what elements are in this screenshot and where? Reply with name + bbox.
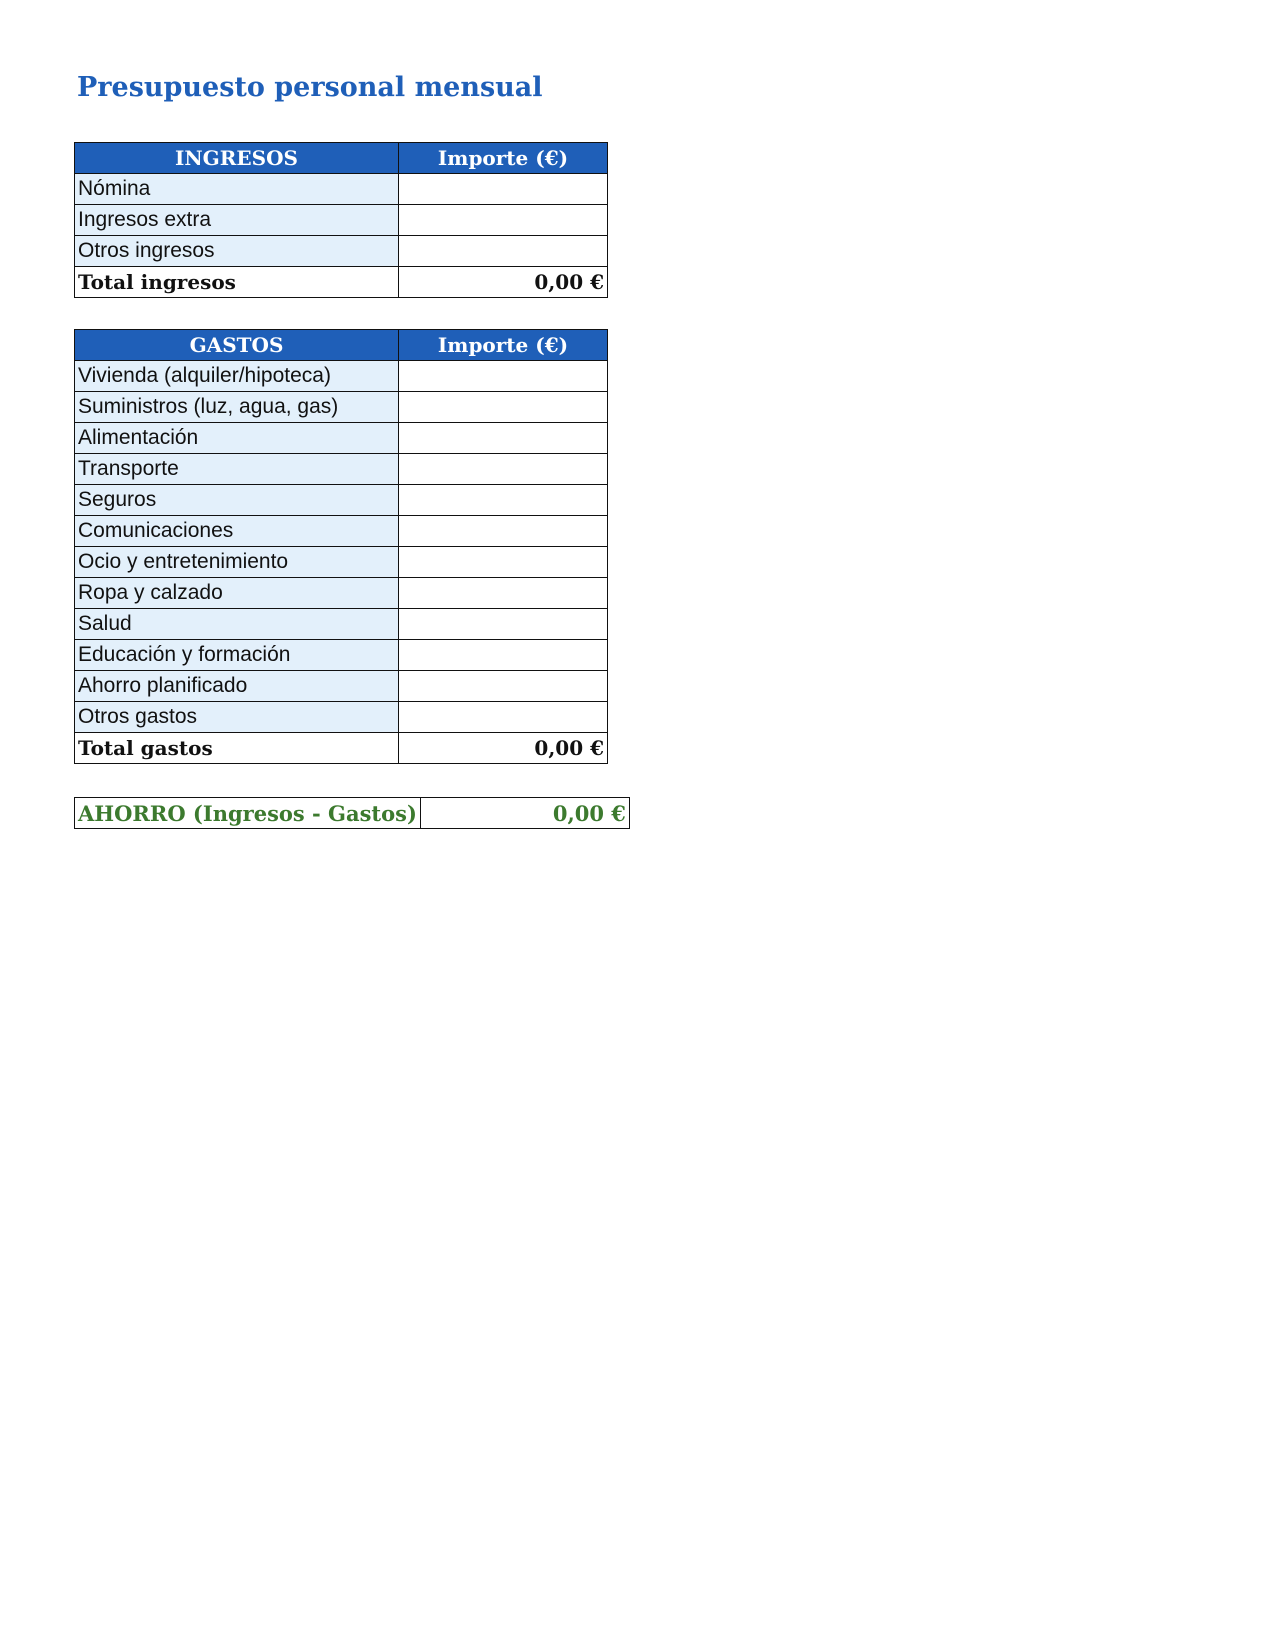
- income-total-label[interactable]: Total ingresos: [75, 267, 399, 298]
- income-item-amount[interactable]: [399, 174, 608, 205]
- expense-row: [75, 640, 608, 671]
- income-item-label[interactable]: Nómina: [75, 174, 399, 205]
- expense-item-amount[interactable]: [399, 609, 608, 640]
- income-item-label[interactable]: Otros ingresos: [75, 236, 399, 267]
- expense-item-label[interactable]: Vivienda (alquiler/hipoteca): [75, 361, 399, 392]
- expense-item-label[interactable]: Ahorro planificado: [75, 671, 399, 702]
- income-row: [75, 205, 608, 236]
- expense-item-amount[interactable]: [399, 485, 608, 516]
- expenses-header-row: [75, 330, 608, 361]
- expense-item-label[interactable]: Comunicaciones: [75, 516, 399, 547]
- expense-row: [75, 609, 608, 640]
- income-header-amount: Importe (€): [399, 143, 608, 174]
- expense-item-amount[interactable]: [399, 516, 608, 547]
- income-total-amount[interactable]: 0,00 €: [399, 267, 608, 298]
- page-title: Presupuesto personal mensual: [77, 72, 543, 103]
- expenses-total-amount[interactable]: 0,00 €: [399, 733, 608, 764]
- expense-item-label[interactable]: Otros gastos: [75, 702, 399, 733]
- expenses-total-row: [75, 733, 608, 764]
- income-row: [75, 236, 608, 267]
- expense-item-amount[interactable]: [399, 640, 608, 671]
- expense-row: [75, 578, 608, 609]
- expense-item-label[interactable]: Ropa y calzado: [75, 578, 399, 609]
- income-item-label[interactable]: Ingresos extra: [75, 205, 399, 236]
- expense-row: [75, 702, 608, 733]
- expense-item-amount[interactable]: [399, 361, 608, 392]
- expense-item-label[interactable]: Alimentación: [75, 423, 399, 454]
- savings-row: [75, 798, 630, 829]
- savings-amount[interactable]: 0,00 €: [420, 798, 629, 829]
- income-row: [75, 174, 608, 205]
- expense-row: [75, 361, 608, 392]
- expense-row: [75, 454, 608, 485]
- savings-table: [74, 797, 630, 829]
- expense-item-amount[interactable]: [399, 671, 608, 702]
- expense-item-label[interactable]: Educación y formación: [75, 640, 399, 671]
- expense-row: [75, 392, 608, 423]
- expense-item-label[interactable]: Transporte: [75, 454, 399, 485]
- expense-row: [75, 423, 608, 454]
- expenses-header-amount: Importe (€): [399, 330, 608, 361]
- income-total-row: [75, 267, 608, 298]
- income-header-label: INGRESOS: [75, 143, 399, 174]
- income-item-amount[interactable]: [399, 236, 608, 267]
- expense-item-amount[interactable]: [399, 578, 608, 609]
- expense-item-amount[interactable]: [399, 423, 608, 454]
- expense-item-amount[interactable]: [399, 702, 608, 733]
- expense-item-label[interactable]: Suministros (luz, agua, gas): [75, 392, 399, 423]
- expense-item-label[interactable]: Ocio y entretenimiento: [75, 547, 399, 578]
- expenses-total-label[interactable]: Total gastos: [75, 733, 399, 764]
- income-header-row: [75, 143, 608, 174]
- expense-row: [75, 485, 608, 516]
- expenses-table: [74, 329, 608, 764]
- income-table: [74, 142, 608, 298]
- expense-row: [75, 547, 608, 578]
- savings-label[interactable]: AHORRO (Ingresos - Gastos): [75, 798, 421, 829]
- expenses-header-label: GASTOS: [75, 330, 399, 361]
- income-item-amount[interactable]: [399, 205, 608, 236]
- expense-row: [75, 671, 608, 702]
- expense-item-amount[interactable]: [399, 454, 608, 485]
- expense-item-label[interactable]: Seguros: [75, 485, 399, 516]
- expense-item-label[interactable]: Salud: [75, 609, 399, 640]
- expense-item-amount[interactable]: [399, 547, 608, 578]
- expense-row: [75, 516, 608, 547]
- expense-item-amount[interactable]: [399, 392, 608, 423]
